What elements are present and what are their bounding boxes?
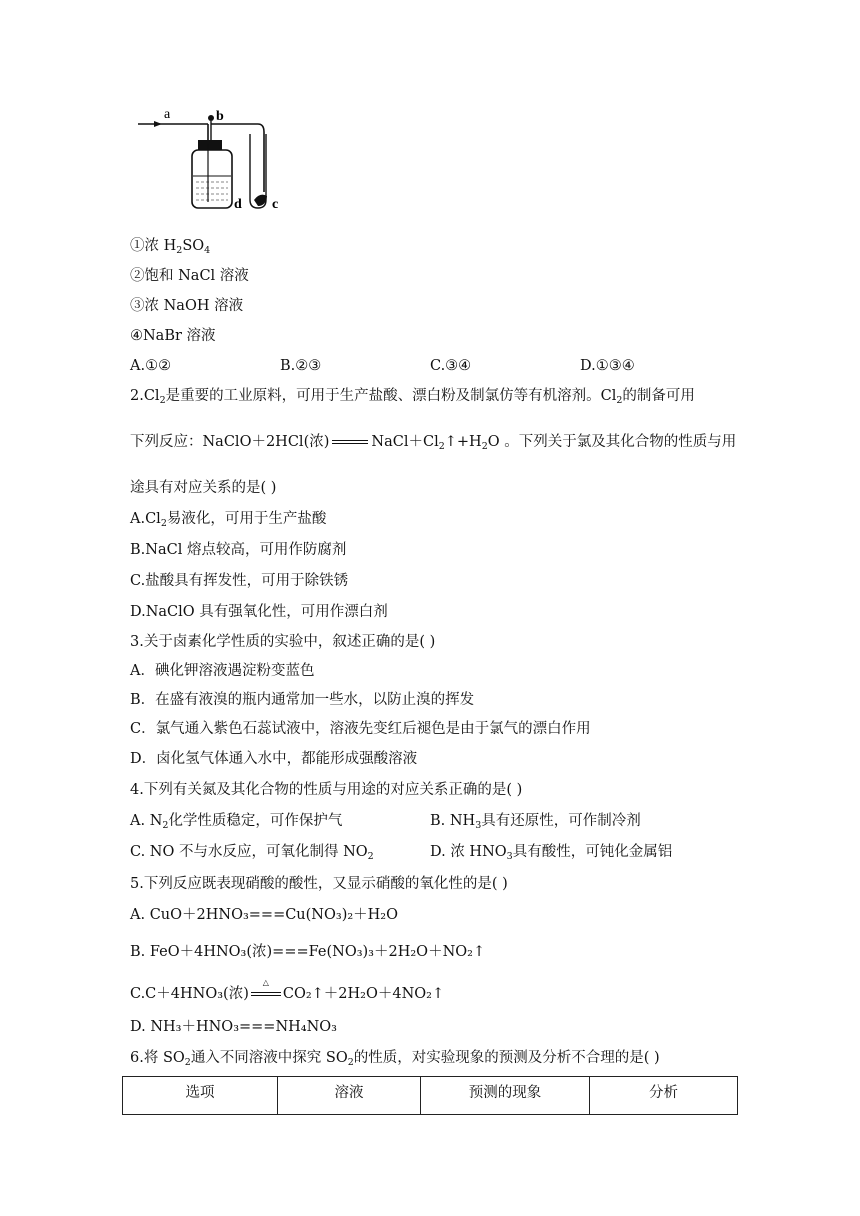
q3-choice-b: B．在盛有液溴的瓶内通常加一些水，以防止溴的挥发 (130, 692, 475, 708)
q3-choice-d: D．卤化氢气体通入水中，都能形成强酸溶液 (130, 751, 418, 767)
q2-choice-c: C.盐酸具有挥发性，可用于除铁锈 (130, 573, 349, 589)
gas-washing-apparatus-figure (136, 104, 296, 214)
label-b: b (216, 109, 224, 124)
q1-item-3: ③浓 NaOH 溶液 (130, 298, 244, 314)
q3-choice-c: C．氯气通入紫色石蕊试液中，溶液先变红后褪色是由于氯气的漂白作用 (130, 721, 591, 737)
label-c: c (272, 197, 279, 212)
q4-choice-c: C. NO 不与水反应，可氧化制得 $NO_2$ (130, 844, 374, 862)
q5-choice-b: B. FeO＋4HNO₃(浓)===Fe(NO₃)₃＋2H₂O＋NO₂↑ (130, 944, 486, 960)
q2-choice-b: B.NaCl 熔点较高，可用作防腐剂 (130, 542, 347, 558)
q4-choice-b: B. $NH_3$具有还原性，可作制冷剂 (430, 813, 641, 831)
q6-table (122, 1076, 738, 1115)
q5-choice-c: C.C＋4HNO₃(浓) △ CO₂↑＋2H₂O＋4NO₂↑ (130, 978, 445, 1002)
q5-stem: 5.下列反应既表现硝酸的酸性，又显示硝酸的氧化性的是( ) (130, 876, 508, 892)
q4-choice-d: D. 浓 $HNO_3$具有酸性，可钝化金属铝 (430, 844, 673, 862)
q1-choice-c: C.③④ (430, 358, 472, 374)
table-header-cell: 预测的现象 (421, 1077, 590, 1115)
q1-item-2: ②饱和 NaCl 溶液 (130, 268, 249, 284)
label-a: a (164, 107, 171, 122)
q2-stem-line1: $2.Cl_2$是重要的工业原料，可用于生产盐酸、漂白粉及制氯仿等有机溶剂。$Cl_2$的制备可用 (130, 388, 695, 406)
q1-choice-a: A.①② (130, 358, 172, 374)
q3-choice-a: A．碘化钾溶液遇淀粉变蓝色 (130, 663, 315, 679)
q2-stem-line3: 途具有对应关系的是( ) (130, 480, 277, 496)
label-d: d (234, 197, 242, 212)
q3-stem: 3.关于卤素化学性质的实验中，叙述正确的是( ) (130, 634, 436, 650)
q5-choice-a: A. CuO＋2HNO₃===Cu(NO₃)₂＋H₂O (130, 907, 399, 923)
q1-choice-d: D.①③④ (580, 358, 635, 374)
q5-choice-d: D. NH₃＋HNO₃===NH₄NO₃ (130, 1019, 337, 1035)
table-header-cell: 选项 (123, 1077, 278, 1115)
q6-stem: 6.将 $SO_2$通入不同溶液中探究 $SO_2$的性质，对实验现象的预测及分析不合理的是( ) (130, 1050, 660, 1068)
q2-choice-a: $A.Cl_2$易液化，可用于生产盐酸 (130, 511, 327, 529)
q4-choice-a: A. $N_2$化学性质稳定，可作保护气 (130, 813, 343, 831)
q2-choice-d: D.NaClO 具有强氧化性，可用作漂白剂 (130, 604, 388, 620)
table-header-cell: 溶液 (278, 1077, 421, 1115)
q1-choice-b: B.②③ (280, 358, 322, 374)
table-header-cell: 分析 (590, 1077, 738, 1115)
table-header-row (123, 1077, 738, 1115)
q1-item-1: ①浓 $H_2SO_4$ (130, 238, 211, 256)
q2-stem-line2: 下列反应：NaClO＋2HCl(浓) $NaCl+Cl_2↑+H_2O$ 。下列关于氯及其化合物的性质与用 (130, 434, 737, 452)
q4-stem: 4.下列有关氮及其化合物的性质与用途的对应关系正确的是( ) (130, 782, 523, 798)
heating-equals-sign: △ (249, 984, 283, 1004)
q1-item-4: ④NaBr 溶液 (130, 328, 216, 344)
